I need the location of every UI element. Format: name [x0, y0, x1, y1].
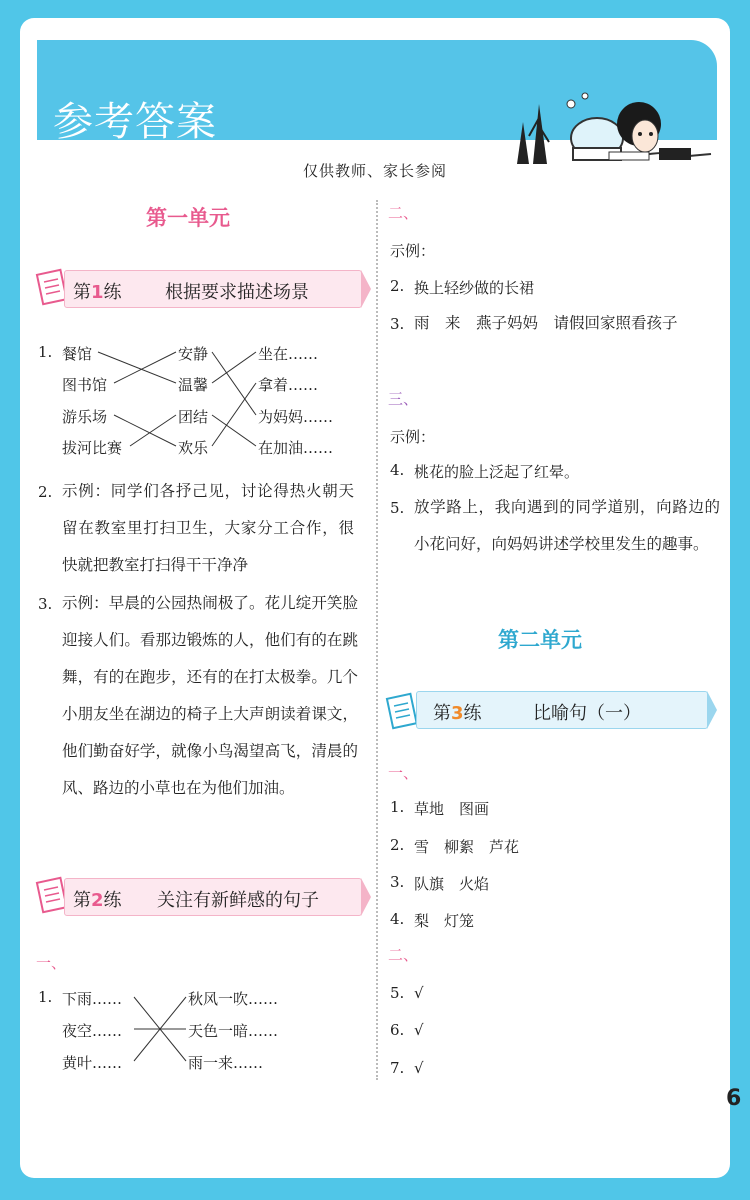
lesson1-number: 第1练	[73, 282, 122, 303]
notebook-icon	[384, 692, 420, 732]
q1-item: 拿着……	[258, 376, 319, 394]
section-one-label: 一、	[388, 764, 419, 782]
q4-item: 天色一暗……	[188, 1022, 279, 1040]
q4-item: 雨一来……	[188, 1054, 264, 1072]
q3-answer: 示例：早晨的公园热闹极了。花儿绽开笑脸迎接人们。看那边锻炼的人，他们有的在跳舞，有的在跑步，还有的在打太极拳。几个小朋友坐在湖边的椅子上大声朗读着课文，他们勤奋好学，就像小鸟渴望高飞，清晨的风、路边的小草也在为他们加油。	[62, 594, 358, 797]
q2-answer: 示例：同学们各抒己见，讨论得热火朝天 留在教室里打扫卫生，大家分工合作，很快就把教室打扫得干干净净	[62, 482, 370, 574]
c7-label: 7.	[390, 1059, 405, 1077]
q1-item: 图书馆	[62, 376, 108, 394]
q1-label: 1.	[38, 343, 53, 361]
page-subtitle: 仅供教师、家长参阅	[302, 162, 447, 180]
q4-item: 黄叶……	[62, 1054, 123, 1072]
a5-label: 5.	[390, 499, 405, 517]
b2-answer: 雪 柳絮 芦花	[414, 838, 520, 856]
answer-page	[20, 18, 730, 1178]
example-label: 示例：	[390, 242, 436, 260]
q4-label: 1.	[38, 988, 53, 1006]
girl-reading-illustration-icon	[489, 64, 719, 164]
lesson2-number: 第2练	[73, 890, 122, 911]
q1-item: 欢乐	[178, 439, 209, 457]
check-mark: √	[414, 1059, 424, 1077]
section-one-label: 一、	[36, 954, 67, 972]
a3-answer: 雨 来 燕子妈妈 请假回家照看孩子	[414, 314, 678, 332]
b4-answer: 梨 灯笼	[414, 912, 475, 930]
unit2-title: 第二单元	[498, 628, 582, 652]
q1-item: 游乐场	[62, 408, 108, 426]
q1-item: 团结	[178, 408, 209, 426]
lesson3-header	[416, 691, 708, 729]
check-mark: √	[414, 1021, 424, 1039]
q4-item: 秋风一吹……	[188, 990, 279, 1008]
q3-label: 3.	[38, 595, 53, 613]
b3-answer: 队旗 火焰	[414, 875, 490, 893]
q4-item: 下雨……	[62, 990, 123, 1008]
b1-answer: 草地 图画	[414, 800, 490, 818]
q1-item: 在加油……	[258, 439, 334, 457]
q1-item: 拔河比赛	[62, 439, 123, 457]
section-two-label: 二、	[388, 946, 419, 964]
q1-item: 安静	[178, 345, 209, 363]
section-two-label: 二、	[388, 204, 419, 222]
lesson1-title: 根据要求描述场景	[165, 282, 309, 303]
q1-item: 为妈妈……	[258, 408, 334, 426]
lesson2-title: 关注有新鲜感的句子	[157, 890, 319, 911]
check-mark: √	[414, 984, 424, 1002]
c6-label: 6.	[390, 1021, 405, 1039]
q1-item: 坐在……	[258, 345, 319, 363]
q2-label: 2.	[38, 483, 53, 501]
b3-label: 3.	[390, 873, 405, 891]
q4-matching-lines	[20, 18, 380, 1098]
page-title: 参考答案	[53, 99, 217, 145]
a2-label: 2.	[390, 277, 405, 295]
b2-label: 2.	[390, 836, 405, 854]
b1-label: 1.	[390, 798, 405, 816]
unit1-title: 第一单元	[146, 206, 230, 230]
a4-label: 4.	[390, 461, 405, 479]
a5-answer: 放学路上，我向遇到的同学道别，向路边的小花问好，向妈妈讲述学校里发生的趣事。	[414, 498, 720, 553]
q1-item: 餐馆	[62, 345, 93, 363]
example-label: 示例：	[390, 428, 436, 446]
a2-answer: 换上轻纱做的长裙	[414, 279, 535, 297]
q4-item: 夜空……	[62, 1022, 123, 1040]
c5-label: 5.	[390, 984, 405, 1002]
b4-label: 4.	[390, 910, 405, 928]
a3-label: 3.	[390, 315, 405, 333]
page-number: 6	[726, 1086, 742, 1111]
q1-item: 温馨	[178, 376, 209, 394]
section-three-label: 三、	[388, 390, 419, 408]
a4-answer: 桃花的脸上泛起了红晕。	[414, 463, 580, 481]
lesson3-title: 比喻句（一）	[533, 703, 641, 724]
lesson3-number: 第3练	[433, 703, 482, 724]
